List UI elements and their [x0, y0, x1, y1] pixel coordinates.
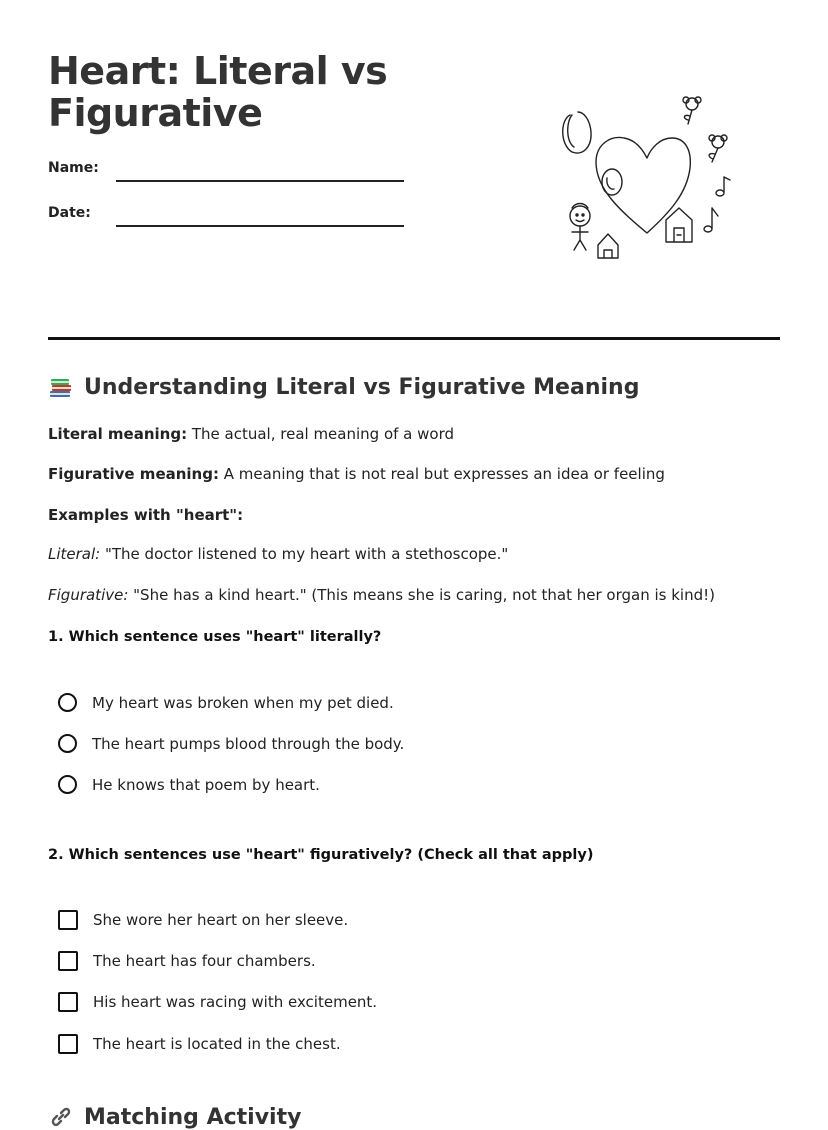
- example-literal-label: Literal:: [48, 545, 101, 563]
- figurative-definition: [48, 465, 665, 483]
- radio-button[interactable]: [58, 775, 77, 794]
- q1-option-3[interactable]: [58, 775, 320, 794]
- literal-text: The actual, real meaning of a word: [187, 425, 455, 443]
- header-divider: [48, 337, 780, 340]
- figurative-text: A meaning that is not real but expresses an idea or feeling: [218, 465, 665, 483]
- q2-option-label: His heart was racing with excitement.: [93, 993, 378, 1011]
- question-1-prompt: 1. Which sentence uses "heart" literally?: [48, 629, 382, 645]
- heart-doodle-illustration: [552, 90, 742, 265]
- examples-heading: [48, 506, 243, 524]
- date-line[interactable]: [116, 225, 404, 227]
- example-literal: [48, 545, 508, 563]
- literal-label: Literal meaning:: [48, 425, 188, 443]
- books-icon: [48, 374, 74, 400]
- example-figurative: [48, 586, 715, 604]
- checkbox[interactable]: [58, 1034, 78, 1054]
- q1-option-label: My heart was broken when my pet died.: [92, 693, 394, 712]
- name-line[interactable]: [116, 180, 404, 182]
- radio-button[interactable]: [58, 693, 77, 712]
- link-icon: [48, 1104, 74, 1130]
- literal-definition: [48, 425, 454, 443]
- q2-option-label: The heart has four chambers.: [93, 952, 316, 970]
- example-figurative-text: "She has a kind heart." (This means she is caring, not that her organ is kind!): [128, 586, 715, 604]
- q1-option-label: The heart pumps blood through the body.: [92, 734, 405, 753]
- name-label: Name:: [48, 160, 99, 176]
- examples-label: Examples with "heart":: [48, 506, 244, 524]
- worksheet-title: Heart: Literal vs Figurative: [48, 49, 388, 135]
- next-section-title: Matching Activity: [84, 1104, 302, 1130]
- question-2-prompt: 2. Which sentences use "heart" figuratively? (Check all that apply): [48, 847, 594, 863]
- q2-option-label: The heart is located in the chest.: [93, 1035, 341, 1053]
- q2-option-4[interactable]: [58, 1034, 341, 1054]
- example-figurative-label: Figurative:: [48, 586, 129, 604]
- figurative-label: Figurative meaning:: [48, 465, 219, 483]
- q2-option-3[interactable]: [58, 992, 377, 1012]
- next-section-heading: [48, 1104, 301, 1130]
- checkbox[interactable]: [58, 951, 78, 971]
- checkbox[interactable]: [58, 910, 78, 930]
- q1-option-1[interactable]: [58, 693, 394, 712]
- checkbox[interactable]: [58, 992, 78, 1012]
- example-literal-text: "The doctor listened to my heart with a stethoscope.": [100, 545, 509, 563]
- q1-option-2[interactable]: [58, 734, 404, 753]
- q1-option-label: He knows that poem by heart.: [92, 775, 320, 794]
- q2-option-1[interactable]: [58, 910, 348, 930]
- q2-option-label: She wore her heart on her sleeve.: [93, 911, 349, 929]
- section-heading: [48, 374, 639, 400]
- radio-button[interactable]: [58, 734, 77, 753]
- section-title: Understanding Literal vs Figurative Meaning: [84, 374, 640, 400]
- q2-option-2[interactable]: [58, 951, 316, 971]
- date-label: Date:: [48, 205, 91, 221]
